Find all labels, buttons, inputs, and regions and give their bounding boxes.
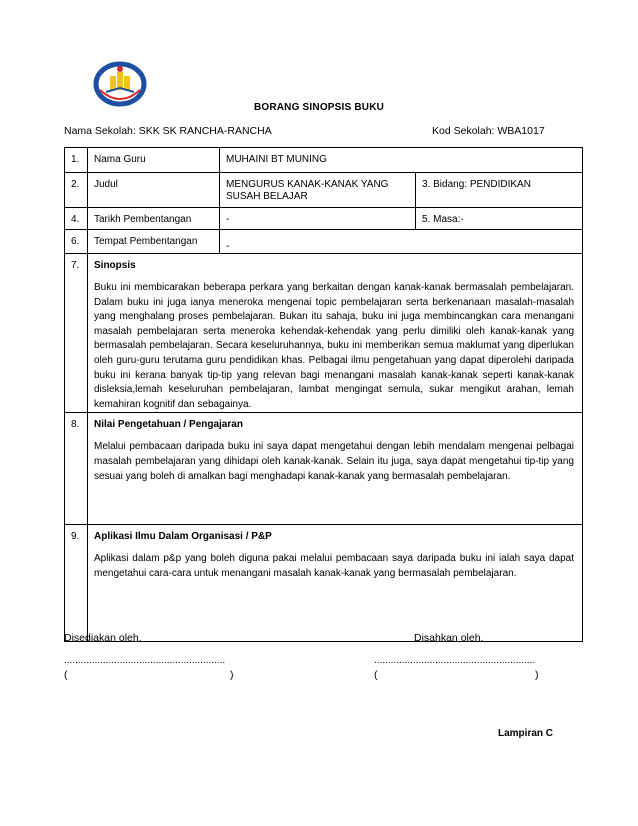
application-cell — [88, 525, 583, 642]
row-label: Judul — [88, 173, 220, 208]
book-title-value: MENGURUS KANAK-KANAK YANG SUSAH BELAJAR — [220, 173, 416, 208]
row-number: 6. — [65, 230, 88, 254]
knowledge-text: Melalui pembacaan daripada buku ini saya dapat mengetahui dengan lebih mendalam mengenai pelbagai masalah pembelajaran yang dihidapi oleh kanak-kanak. Selain itu juga, saya dapat mengetahui tip-tip yang sesuai yang boleh di amalkan bagi menghadapi kanak-kanak yang bermasalah pembelajaran. — [94, 441, 574, 482]
prepared-name-close-paren: ) — [230, 669, 234, 681]
synopsis-heading: Sinopsis — [94, 260, 136, 271]
row-teacher-name — [65, 148, 583, 173]
row-number: 1. — [65, 148, 88, 173]
knowledge-cell — [88, 413, 583, 525]
time-value: 5. Masa:- — [416, 208, 583, 230]
row-number: 8. — [65, 413, 88, 525]
row-label: Tarikh Pembentangan — [88, 208, 220, 230]
field-value: 3. Bidang: PENDIDIKAN — [416, 173, 583, 208]
approved-name-open-paren: ( — [374, 669, 378, 681]
school-code: Kod Sekolah: WBA1017 — [432, 125, 545, 137]
row-label: Tempat Pembentangan — [88, 230, 220, 254]
row-label: Nama Guru — [88, 148, 220, 173]
application-heading: Aplikasi Ilmu Dalam Organisasi / P&P — [94, 531, 272, 543]
row-place — [65, 230, 583, 254]
date-value: - — [220, 208, 416, 230]
row-synopsis — [65, 254, 583, 413]
row-date — [65, 208, 583, 230]
approved-by-label: Disahkan oleh, — [414, 632, 484, 644]
place-value: - — [220, 230, 583, 254]
ministry-logo — [92, 60, 152, 108]
row-number: 9. — [65, 525, 88, 642]
teacher-name-value: MUHAINI BT MUNING — [220, 148, 583, 173]
row-number: 7. — [65, 254, 88, 413]
row-number: 2. — [65, 173, 88, 208]
synopsis-text: Buku ini membicarakan beberapa perkara yang berkaitan dengan kanak-kanak bermasalah pembelajaran. Dalam buku ini juga ianya meneroka mengenai topic pembelajaran serta berkenanaan masalah-masalah yang menghalang proses pembelajaran. Bukan itu sahaja, buku ini juga membincangkan cara menangani masalah pembelajaran serta meneroka kehendak-kehendak yang perlu dimiliki oleh kanak-kanak yang bermasalah pembelajaran. Secara keseluruhannya, buku ini memberikan semua maklumat yang diperlukan oleh guru-guru terutama guru pendidikan khas. Pelbagai ilmu pengetahuan yang dapat diperolehi daripada buku ini kerana banyak tip-tip yang relevan bagi menangani masalah kanak-kanak seperti kanak-kanak disleksia,lemah keseluruhan pembelajaran, lambat mengingat semula, sukar mengikut arahan, lemah kemahiran kognitif dan sebagainya. — [94, 282, 574, 410]
form-title: BORANG SINOPSIS BUKU — [253, 102, 385, 113]
appendix-label: Lampiran C — [498, 728, 554, 739]
synopsis-cell — [88, 254, 583, 413]
approved-signature-line: .......................................................... — [374, 655, 536, 666]
school-name: Nama Sekolah: SKK SK RANCHA-RANCHA — [64, 125, 272, 137]
row-number: 4. — [65, 208, 88, 230]
prepared-signature-line: .......................................................... — [64, 655, 226, 666]
knowledge-heading: Nilai Pengetahuan / Pengajaran — [94, 419, 243, 431]
application-text: Aplikasi dalam p&p yang boleh diguna pakai melalui pembacaan saya daripada buku ini ialah saya dapat mengetahui cara-cara untuk menangani masalah kanak-kanak yang bermasalah pembelajaran. — [94, 553, 574, 579]
row-application — [65, 525, 583, 642]
prepared-name-open-paren: ( — [64, 669, 68, 681]
approved-name-close-paren: ) — [535, 669, 539, 681]
row-title — [65, 173, 583, 208]
synopsis-form-table — [64, 147, 583, 642]
prepared-by-label: Disediakan oleh, — [64, 632, 142, 644]
row-knowledge — [65, 413, 583, 525]
